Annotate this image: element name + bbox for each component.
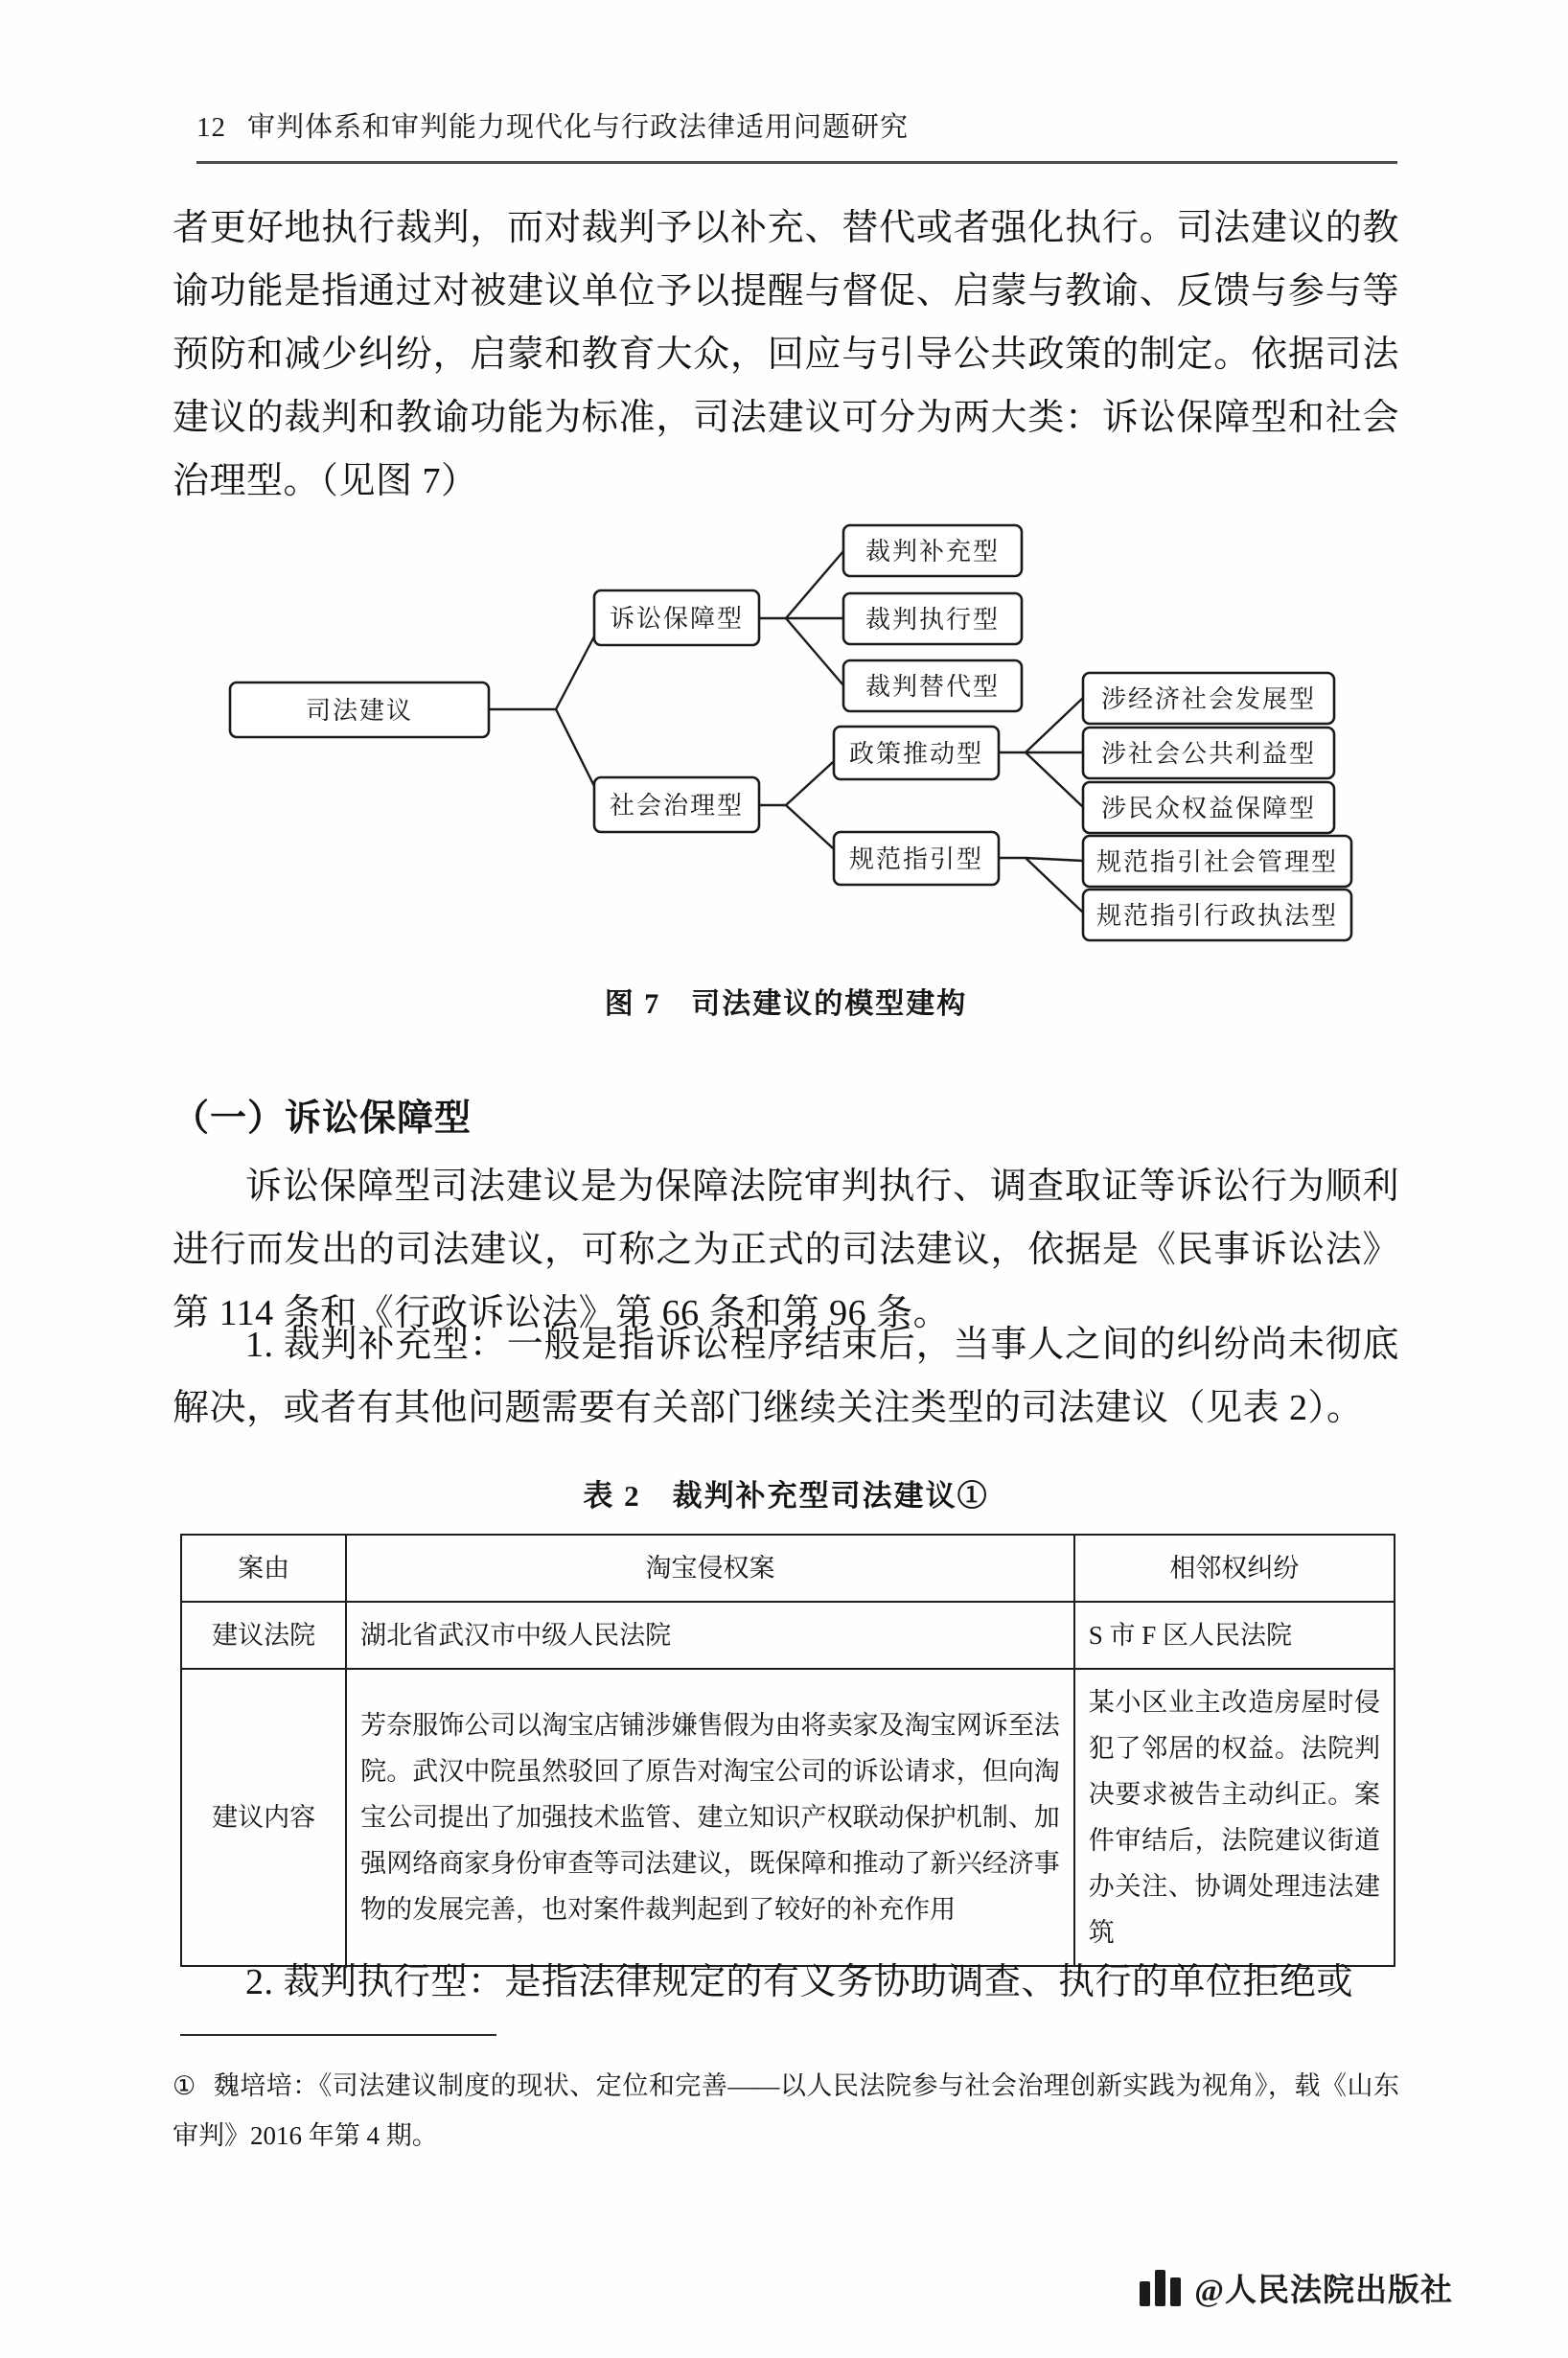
publisher-watermark [1140, 2265, 1453, 2310]
table-cell-b: S 市 F 区人民法院 [1074, 1602, 1395, 1669]
node-root: 司法建议 [305, 697, 414, 725]
paragraph-2: 诉讼保障型司法建议是为保障法院审判执行、调查取证等诉讼行为顺利进行而发出的司法建议，可称之为正式的司法建议，依据是《民事诉讼法》第 114 条和《行政诉讼法》第 66 条和第 96 条。 [173, 1167, 1399, 1333]
table-row [181, 1602, 1395, 1669]
table-cell-b: 某小区业主改造房屋时侵犯了邻居的权益。法院判决要求被告主动纠正。案件审结后，法院建议街道办关注、协调处理违法建筑 [1074, 1669, 1395, 1966]
table-2 [180, 1534, 1395, 1967]
node-b2-sub-1: 政策推动型 [848, 740, 984, 768]
figure-caption: 图 7 司法建议的模型建构 [604, 988, 968, 1020]
table-cell-a: 湖北省武汉市中级人民法院 [346, 1602, 1074, 1669]
node-branch-2: 社会治理型 [609, 792, 745, 820]
node-b1-child-3: 裁判替代型 [865, 673, 1001, 701]
header-divider [196, 161, 1397, 164]
table-row [181, 1535, 1395, 1602]
table-cell-a: 芳奈服饰公司以淘宝店铺涉嫌售假为由将卖家及淘宝网诉至法院。武汉中院虽然驳回了原告对淘宝公司的诉讼请求，但向淘宝公司提出了加强技术监管、建立知识产权联动保护机制、加强网络商家身份审查等司法建议，既保障和推动了新兴经济事物的发展完善，也对案件裁判起到了较好的补充作用 [346, 1669, 1074, 1966]
table-cell-b: 相邻权纠纷 [1074, 1535, 1395, 1602]
node-b1-child-1: 裁判补充型 [865, 538, 1001, 566]
node-b2-s1-child-2: 涉社会公共利益型 [1100, 740, 1317, 768]
paragraph-1: 者更好地执行裁判，而对裁判予以补充、替代或者强化执行。司法建议的教谕功能是指通过对被建议单位予以提醒与督促、启蒙与教谕、反馈与参与等预防和减少纠纷，启蒙和教育大众，回应与引导公共政策的制定。依据司法建议的裁判和教谕功能为标准，司法建议可分为两大类：诉讼保障型和社会治理型。（见图 7） [173, 208, 1399, 501]
footnote [173, 2061, 1399, 2161]
table-cell-label: 建议法院 [181, 1602, 346, 1669]
paragraph-3: 1. 裁判补充型：一般是指诉讼程序结束后，当事人之间的纠纷尚未彻底解决，或者有其他问题需要有关部门继续关注类型的司法建议（见表 2）。 [173, 1325, 1399, 1428]
header-title: 审判体系和审判能力现代化与行政法律适用问题研究 [247, 112, 910, 143]
table-row [181, 1669, 1395, 1966]
table-cell-label: 建议内容 [181, 1669, 346, 1966]
footnote-marker: ① [173, 2071, 196, 2100]
node-b2-s2-child-1: 规范指引社会管理型 [1095, 848, 1339, 876]
header-page-number: 12 [196, 112, 226, 143]
footnote-text: 魏培培：《司法建议制度的现状、定位和完善——以人民法院参与社会治理创新实践为视角》，载《山东审判》2016 年第 4 期。 [173, 2071, 1399, 2150]
table-cell-a: 淘宝侵权案 [346, 1535, 1074, 1602]
node-b2-s2-child-2: 规范指引行政执法型 [1095, 902, 1339, 930]
node-b2-s1-child-1: 涉经济社会发展型 [1100, 685, 1317, 713]
figure-7-tree-diagram [173, 479, 1399, 959]
watermark-text: @人民法院出版社 [1194, 2274, 1453, 2308]
section-heading: （一）诉讼保障型 [173, 1098, 473, 1139]
table-title: 表 2 裁判补充型司法建议① [583, 1479, 989, 1513]
table-cell-label: 案由 [181, 1535, 346, 1602]
node-branch-1: 诉讼保障型 [609, 605, 745, 633]
node-b2-sub-2: 规范指引型 [848, 845, 984, 873]
node-b1-child-2: 裁判执行型 [865, 606, 1001, 634]
node-b2-s1-child-3: 涉民众权益保障型 [1100, 795, 1317, 822]
running-header [196, 105, 1399, 145]
paragraph-4: 2. 裁判执行型：是指法律规定的有义务协助调查、执行的单位拒绝或 [245, 1962, 1354, 2002]
toutiao-logo-icon [1140, 2270, 1181, 2306]
footnote-divider [180, 2034, 496, 2036]
